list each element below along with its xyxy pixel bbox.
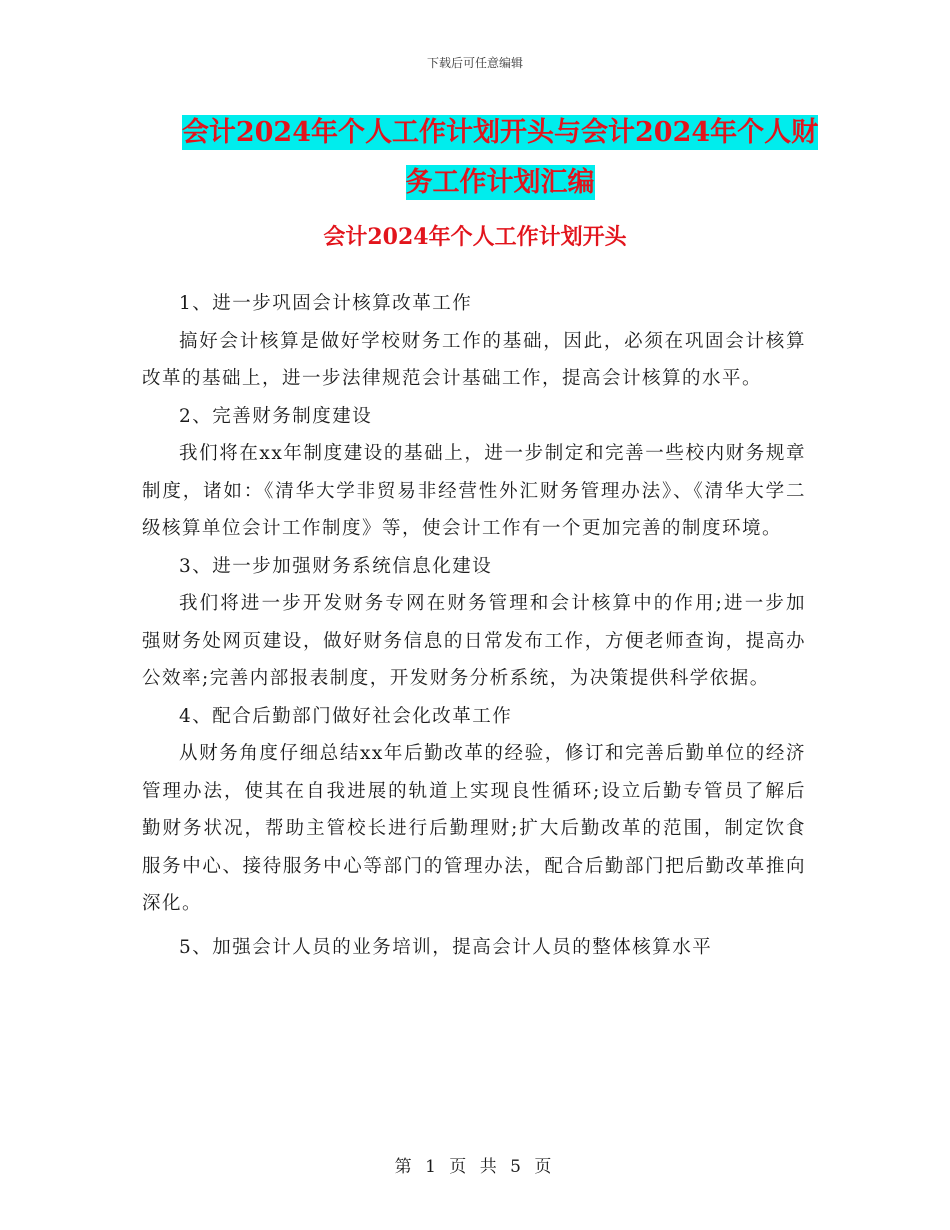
title-line-2: 务工作计划汇编 — [405, 167, 595, 198]
header-note: 下载后可任意编辑 — [426, 56, 523, 70]
title-line-1: 会计2024年个人工作计划开头与会计2024年个人财 — [181, 117, 819, 148]
page-footer: 第 1 页 共 5 页 — [394, 1157, 556, 1177]
item-heading-2: 2、完善财务制度建设 — [179, 405, 373, 427]
paragraph-1: 搞好会计核算是做好学校财务工作的基础，因此，必须在巩固会计核算改革的基础上，进一步法律规范会计基础工作，提高会计核算的水平。 — [142, 330, 806, 389]
paragraph-3: 我们将进一步开发财务专网在财务管理和会计核算中的作用;进一步加强财务处网页建设，做好财务信息的日常发布工作，方便老师查询，提高办公效率;完善内部报表制度，开发财务分析系统，为决策提供科学依据。 — [142, 593, 806, 689]
item-heading-5: 5、加强会计人员的业务培训，提高会计人员的整体核算水平 — [179, 936, 713, 958]
document-title — [140, 108, 860, 208]
item-heading-1: 1、进一步巩固会计核算改革工作 — [179, 293, 473, 314]
paragraph-4: 从财务角度仔细总结xx年后勤改革的经验，修订和完善后勤单位的经济管理办法，使其在自我进展的轨道上实现良性循环;设立后勤专管员了解后勤财务状况，帮助主管校长进行后勤理财;扩大后勤改革的范围，制定饮食服务中心、接待服务中心等部门的管理办法，配合后勤部门把后勤改革推向深化。 — [142, 743, 806, 914]
section-title: 会计2024年个人工作计划开头 — [323, 224, 627, 250]
item-heading-3: 3、进一步加强财务系统信息化建设 — [179, 555, 493, 577]
paragraph-2: 我们将在xx年制度建设的基础上，进一步制定和完善一些校内财务规章制度，诸如：《清华大学非贸易非经营性外汇财务管理办法》、《清华大学二级核算单位会计工作制度》等，使会计工作有一个更加完善的制度环境。 — [142, 443, 806, 539]
document-body — [142, 285, 806, 966]
item-heading-4: 4、配合后勤部门做好社会化改革工作 — [179, 705, 513, 727]
